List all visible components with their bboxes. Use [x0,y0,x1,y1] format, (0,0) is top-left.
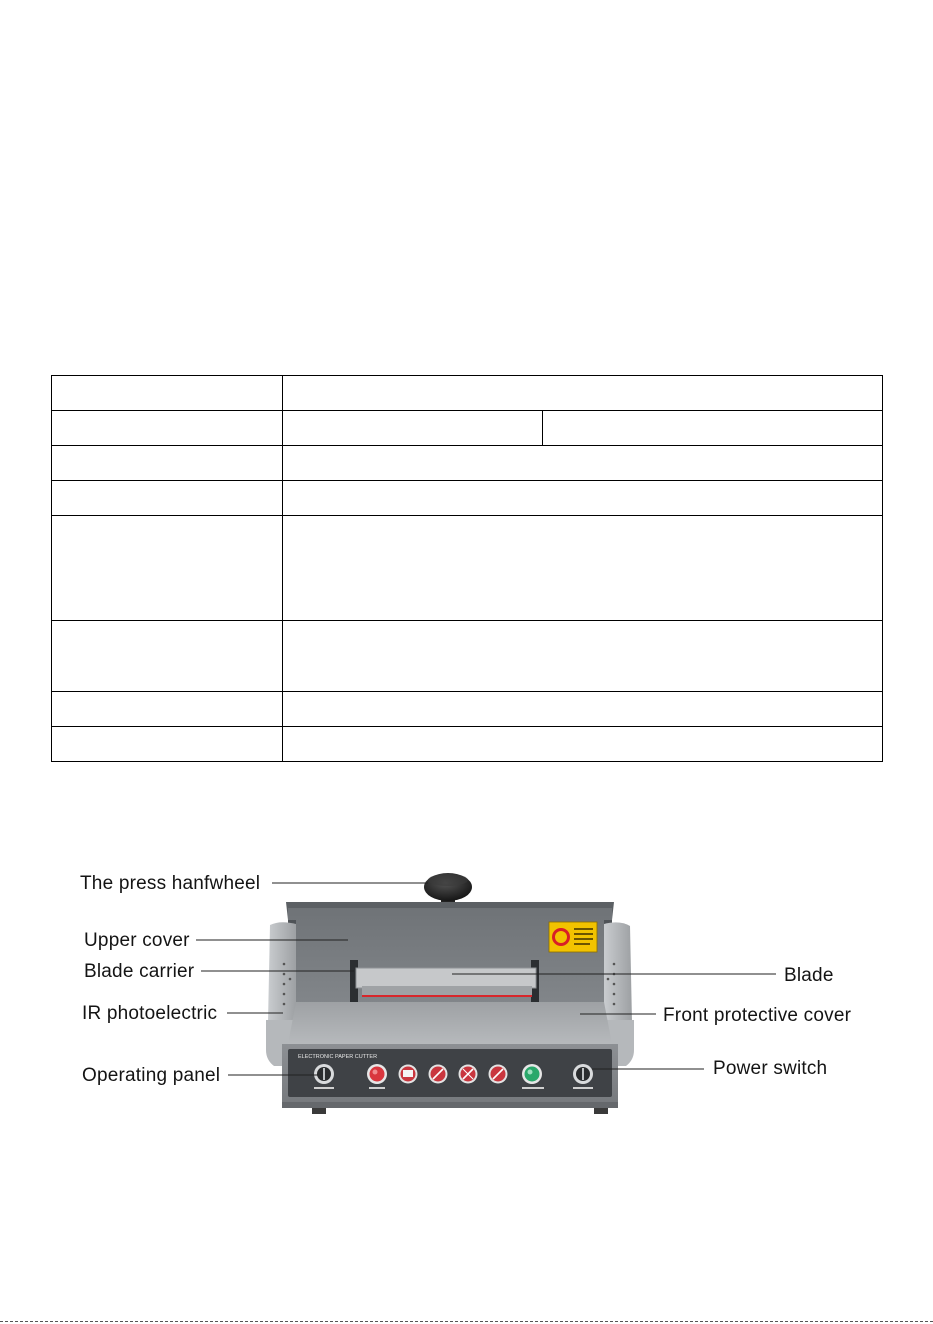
table-cell-label [52,481,283,516]
table-cell-label [52,621,283,692]
table-row [52,692,883,727]
table-cell-label [52,692,283,727]
start-key-switch [314,1064,334,1084]
machine-diagram [0,840,933,1140]
table-cell-label [52,376,283,411]
table-cell-value [283,621,883,692]
label-blade: Blade [784,965,834,986]
function-button [459,1065,478,1084]
front-protective-cover [288,1002,612,1044]
blade-carrier [356,968,536,988]
table-cell-label [52,516,283,621]
table-cell-label [52,411,283,446]
table-cell-value [283,692,883,727]
function-button [399,1065,418,1084]
table-row [52,446,883,481]
warning-sticker [549,922,597,952]
page-bottom-rule [0,1321,933,1322]
table-row [52,481,883,516]
table-cell-value [543,411,883,446]
emergency-stop-button [367,1064,387,1084]
label-operating-panel: Operating panel [82,1065,221,1086]
label-press-handwheel: The press hanfwheel [80,873,261,894]
left-side-guard [268,922,296,1022]
function-button [429,1065,448,1084]
label-power-switch: Power switch [713,1058,828,1079]
table-cell-value [283,446,883,481]
blade [362,986,532,996]
right-side-guard [604,922,632,1022]
table-cell-label [52,446,283,481]
table-cell-value [283,376,883,411]
label-front-protective-cover: Front protective cover [663,1005,852,1026]
table-cell-label [52,727,283,762]
operating-panel [288,1049,612,1097]
label-upper-cover: Upper cover [84,930,190,951]
start-button [522,1064,542,1084]
table-cell-value [283,481,883,516]
table-cell-value [283,727,883,762]
power-switch-knob [573,1064,593,1084]
table-row [52,516,883,621]
table-row [52,621,883,692]
label-blade-carrier: Blade carrier [84,961,195,982]
table-cell-value [283,411,543,446]
function-button [489,1065,508,1084]
table-row [52,411,883,446]
table-row [52,727,883,762]
table-cell-value [283,516,883,621]
table-row [52,376,883,411]
spec-table [51,375,883,762]
label-ir-photoelectric: IR photoelectric [82,1003,218,1024]
panel-title: ELECTRONIC PAPER CUTTER [298,1054,378,1060]
